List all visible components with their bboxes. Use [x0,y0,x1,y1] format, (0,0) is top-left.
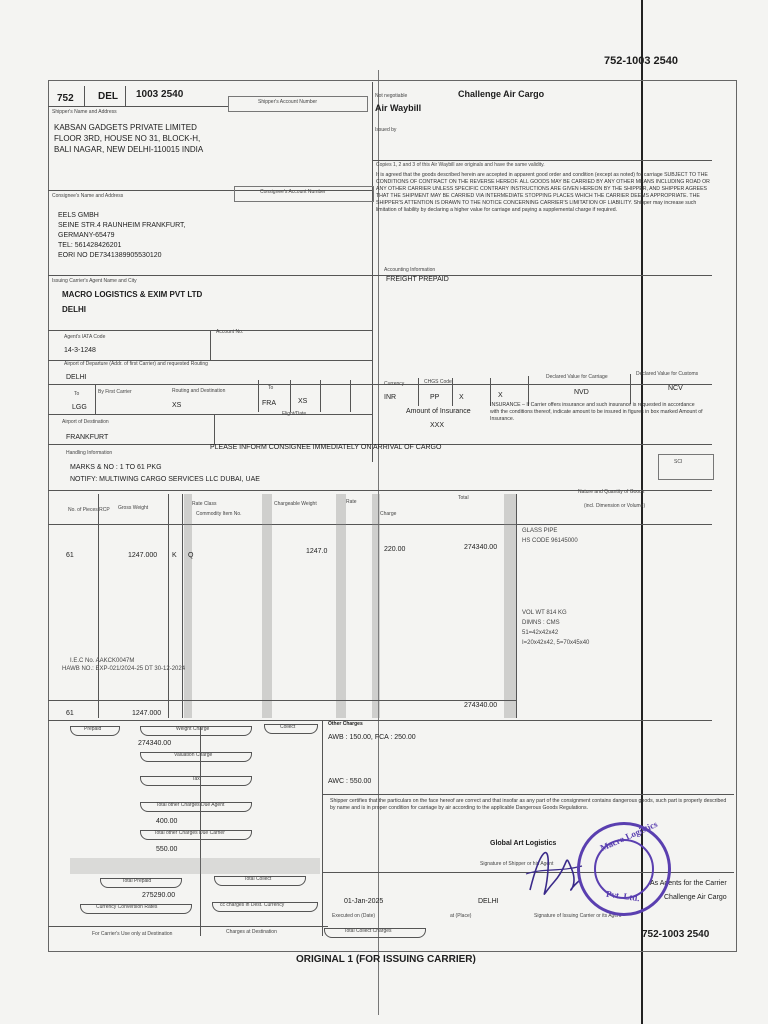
label-total: Total [458,495,469,501]
executed-place: DELHI [478,898,499,905]
label-consignee: Consignee's Name and Address [52,193,124,199]
cargo-dim2: I=20x42x42, 5=70x45x40 [522,640,590,646]
label-consignee-account: Consignee's Account Number [260,189,326,195]
executed-date: 01-Jan-2025 [344,898,384,905]
label-total-other-carrier: Total other Charges Due Carrier [154,830,225,836]
copies-note: Copies 1, 2 and 3 of this Air Waybill are originals and have the same validity. [376,162,545,168]
wt-ppd: X [459,394,464,401]
label-no-pieces: No. of Pieces RCP [68,507,110,513]
label-prepaid: Prepaid [84,726,102,732]
label-gross-weight: Gross Weight [118,505,149,511]
label-rate-class: Rate Class [192,501,217,507]
label-shipper: Shipper's Name and Address [52,109,117,115]
label-flight-date: Flight/Date [282,411,307,417]
accounting-info: FREIGHT PREPAID [386,276,449,283]
label-tax: Tax [192,776,200,782]
shipper-line2: FLOOR 3RD, HOUSE NO 31, BLOCK-H, [54,134,201,143]
label-dimensions: (incl. Dimension or Volume) [584,503,646,509]
label-cc-charges: cc charges in Dest. Currency [220,902,285,908]
handling-marks: MARKS & NO : 1 TO 61 PKG [70,464,162,471]
cargo-kg: K [172,552,177,559]
as-agent-carrier: Challenge Air Cargo [664,894,727,901]
label-amount-insurance: Amount of Insurance [406,408,471,415]
label-executed-on: Executed on (Date) [332,913,376,919]
route-to: LGG [72,404,87,411]
label-rate: Rate [346,499,357,505]
currency: INR [384,394,397,401]
handling-notify: NOTIFY: MULTIWING CARGO SERVICES LLC DUBAI, UAE [70,476,260,483]
label-total-collect: Total Collect [244,876,272,882]
declared-carriage: NVD [574,389,589,396]
cargo-gross-weight: 1247.000 [128,552,158,559]
cargo-pieces-total: 61 [66,710,74,717]
consignee-line3: GERMANY-65479 [58,232,115,239]
agent-city: DELHI [62,305,86,314]
label-handling: Handling Information [66,450,113,456]
awb-number-top: 752-1003 2540 [604,55,679,67]
label-shipper-account: Shipper's Account Number [258,99,318,105]
route-by: XS [172,402,182,409]
cargo-goods1: GLASS PIPE [522,528,558,534]
consignee-line4: TEL: 561428426201 [58,242,122,249]
other-charges-line1: AWB : 150.00, FCA : 250.00 [328,734,416,741]
label-currency: Currency [384,381,405,387]
label-declared-customs: Declared Value for Customs [636,371,699,377]
label-signature-shipper: Signature of Shipper or his Agent [480,861,554,867]
origin-code: DEL [98,91,118,102]
label-collect: Collect [280,724,296,730]
cargo-rate: 220.00 [384,546,406,553]
route-to2: FRA [262,400,276,407]
chgs-code: PP [430,394,440,401]
label-account-no: Account No. [216,329,244,335]
due-agent: 400.00 [156,818,178,825]
label-by-first-carrier: By First Carrier [98,389,132,395]
destination: FRANKFURT [66,434,109,441]
consignee-line1: EELS GMBH [58,212,99,219]
label-weight-charge: Weight Charge [176,726,210,732]
label-chgs: CHGS Code [424,379,452,385]
awb-number-bottom: 752-1003 2540 [642,929,710,940]
shipper-line1: KABSAN GADGETS PRIVATE LIMITED [54,123,197,132]
label-not-negotiable: Not negotiable [375,93,408,99]
label-declared-carriage: Declared Value for Carriage [546,374,608,380]
consignee-line5: EORI NO DE7341389905530120 [58,252,162,259]
label-to-2: To [268,385,274,391]
as-agent: As Agents for the Carrier [650,880,727,887]
label-issued-by: Issued by [375,127,397,133]
shipper-line3: BALI NAGAR, NEW DELHI-110015 INDIA [54,145,204,154]
label-sci: SCI [674,459,683,465]
shipper-certification: Shipper certifies that the particulars on the face hereof are correct and that insofar as any part of the consignment contains dangerous goods, such part is properly described by name and is in proper condition for carriage by air according to the applicable Dangerous Goods Regulations. [330,798,727,811]
awb-serial: 1003 2540 [136,89,184,100]
label-charge: Charge [380,511,397,517]
label-to: To [74,391,80,397]
cargo-total-sum: 274340.00 [464,702,498,709]
due-carrier: 550.00 [156,846,178,853]
cargo-chargeable-weight: 1247.0 [306,548,328,555]
doc-title: Air Waybill [375,103,422,113]
label-other-charges: Other Charges [328,721,363,727]
cargo-total: 274340.00 [464,544,498,551]
label-conversion: Currency Conversion Rates [96,904,158,910]
route-by2: XS [298,398,308,405]
cargo-rate-class: Q [188,552,194,559]
consignee-line2: SEINE STR.4 RAUNHEIM FRANKFURT, [58,222,186,229]
label-chargeable-weight: Chargeable Weight [274,501,317,507]
cargo-goods2: HS CODE 96145000 [522,538,578,544]
label-charges-destination: Charges at Destination [226,929,277,935]
company-seal [577,818,671,916]
footer-title: ORIGINAL 1 (FOR ISSUING CARRIER) [296,954,476,965]
declared-customs: NCV [668,385,683,392]
label-agent-iata: Agent's IATA Code [64,334,106,340]
cargo-dim1: 51=42x42x42 [522,630,559,636]
seal-text-top: Macro Logistics [598,818,659,854]
agent-name: MACRO LOGISTICS & EXIM PVT LTD [62,290,203,299]
carrier-name: Challenge Air Cargo [458,89,545,99]
cargo-pieces: 61 [66,552,74,559]
total-prepaid: 275290.00 [142,892,176,899]
insurance-text: INSURANCE – If Carrier offers insurance and such insurance is requested in accordance with the conditions thereof, indicate amount to be insured in figures in box marked Amount of Insurance. [490,402,703,422]
label-total-prepaid: Total Prepaid [122,878,152,884]
cargo-dims: DIMNS : CMS [522,620,560,626]
label-at-place: at (Place) [450,913,472,919]
awb-prefix: 752 [57,93,74,104]
cargo-vol: VOL WT 814 KG [522,610,567,616]
other-ppd: X [498,392,503,399]
label-destination: Airport of Destination [62,419,109,425]
inform-note: PLEASE INFORM CONSIGNEE IMMEDIATELY ON ARRIVAL OF CARGO [210,444,442,451]
label-carrier-use: For Carrier's Use only at Destination [92,931,173,937]
insurance-amount: XXX [430,422,445,429]
signature-company: Global Art Logistics [490,840,557,847]
agent-iata: 14-3-1248 [64,347,96,354]
label-issuing-agent: Issuing Carrier's Agent Name and City [52,278,137,284]
departure: DELHI [66,374,87,381]
cargo-hawb: HAWB NO.: EXP-021/2024-25 DT 30-12-2024 [62,666,186,672]
cargo-weight-total: 1247.000 [132,710,162,717]
seal-text-bottom: Pvt. Ltd. [605,888,641,904]
label-accounting: Accounting Information [384,267,436,273]
label-nature-goods: Nature and Quantity of Goods [578,489,645,495]
label-valuation: Valuation Charge [174,752,213,758]
label-commodity: Commodity Item No. [196,511,242,517]
label-total-collect-charges: Total Collect Charges [344,928,392,934]
label-total-other-agent: Total other Charges Due Agent [156,802,225,808]
other-charges-line2: AWC : 550.00 [328,778,372,785]
conditions-text: It is agreed that the goods described herein are accepted in apparent good order and condition (except as noted) for carriage SUBJECT TO THE CONDITIONS OF CONTRACT ON THE REVERSE HEREOF. ALL GOODS MAY BE CARRIED BY ANY OTHER MEANS INCLUDING ROAD OR ANY OTHER CARRIER UNLESS SPECIFIC CONTRARY INSTRUCTIONS ARE GIVEN HEREON BY THE SHIPPER, AND SHIPPER AGREES THAT THE SHIPMENT MAY BE CARRIED VIA INTERMEDIATE STOPPING PLACES WHICH THE CARRIER DEEMS APPROPRIATE. THE SHIPPER'S ATTENTION IS DRAWN TO THE NOTICE CONCERNING CARRIER'S LIMITATION OF LIABILITY. Shipper may increase such limitation of liability by declaring a higher value for carriage and paying a supplemental charge if required. [376,172,710,213]
cargo-iec: I.E.C No. AAKCK0047M [70,658,135,664]
label-departure: Airport of Departure (Addr. of first Carrier) and requested Routing [64,361,208,367]
label-routing: Routing and Destination [172,388,226,394]
weight-charge-prepaid: 274340.00 [138,740,172,747]
label-signature-carrier: Signature of Issuing Carrier or its Agent [534,913,622,919]
